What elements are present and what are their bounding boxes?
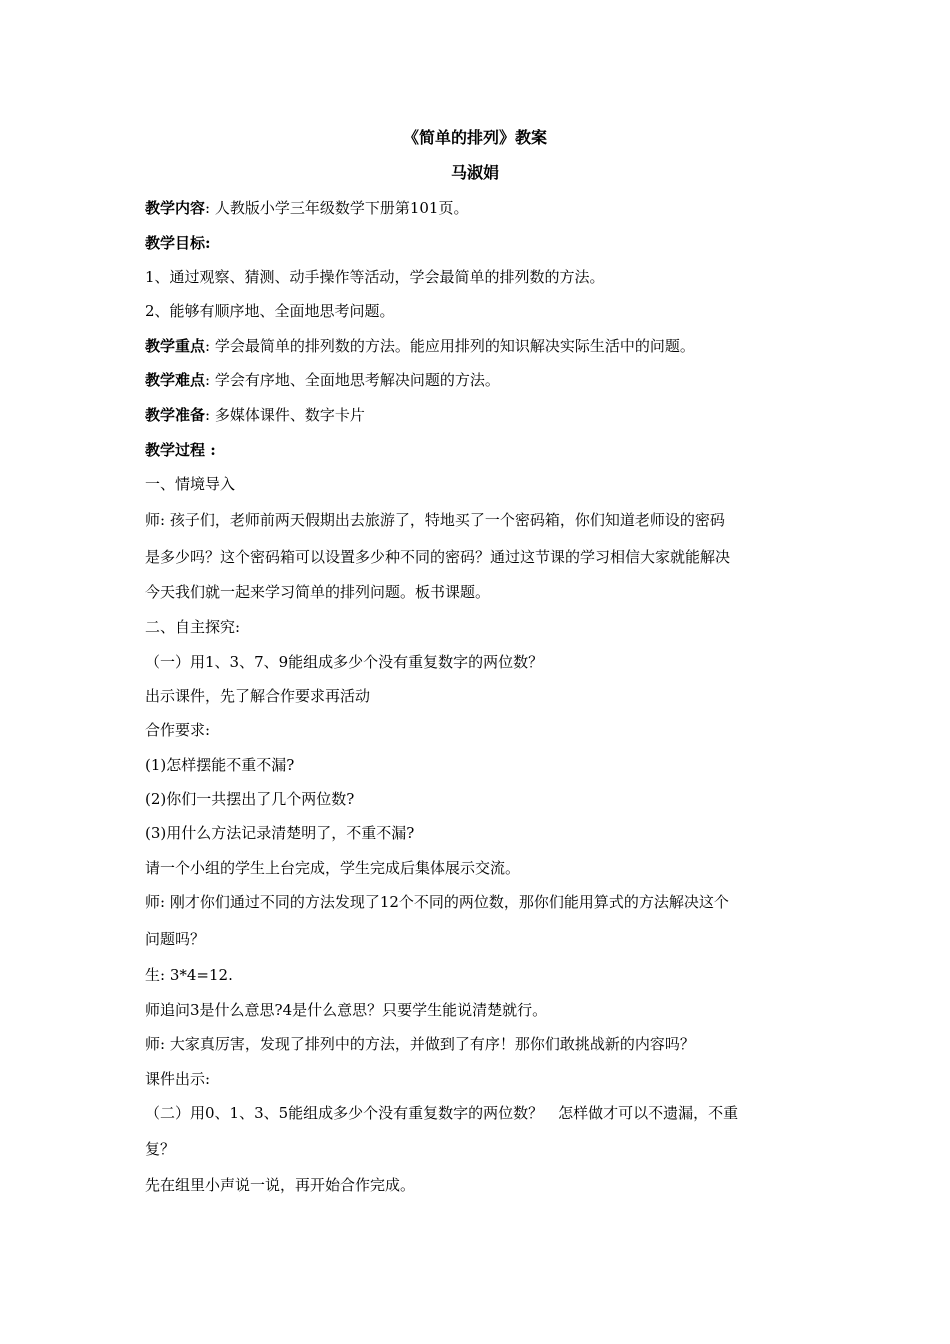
paragraph-line: 先在组里小声说一说，再开始合作完成。 — [145, 1176, 416, 1194]
teaching-goals-label: 教学目标: — [145, 234, 211, 252]
preparation-text: : 多媒体课件、数字卡片 — [205, 406, 365, 424]
section-heading: 一、情境导入 — [145, 475, 236, 493]
paragraph-line: 师: 大家真厉害，发现了排列中的方法，并做到了有序！那你们敢挑战新的内容吗？ — [145, 1035, 695, 1053]
process-heading — [145, 440, 810, 460]
paragraph-line: 师追问3是什么意思?4是什么意思？只要学生能说清楚就行。 — [145, 1001, 548, 1019]
preparation — [145, 405, 810, 425]
key-point-text: : 学会最简单的排列数的方法。能应用排列的知识解决实际生活中的问题。 — [205, 337, 695, 355]
goal-item: 2、能够有顺序地、全面地思考问题。 — [145, 302, 395, 320]
goal-item: 1、通过观察、猜测、动手操作等活动，学会最简单的排列数的方法。 — [145, 268, 605, 286]
requirement-item: (3)用什么方法记录清楚明了，不重不漏? — [145, 824, 415, 842]
teaching-content-label: 教学内容 — [145, 199, 206, 217]
teaching-content-text: : 人教版小学三年级数学下册第101页。 — [205, 199, 469, 217]
paragraph-line: 出示课件，先了解合作要求再活动 — [145, 687, 371, 705]
author-name: 马淑娟 — [450, 163, 499, 182]
requirement-item: (1)怎样摆能不重不漏? — [145, 756, 295, 774]
paragraph-line: 课件出示: — [145, 1070, 211, 1088]
document-title: 《简单的排列》教案 — [402, 128, 547, 147]
paragraph-line: 问题吗？ — [145, 930, 206, 948]
paragraph-line: 今天我们就一起来学习简单的排列问题。板书课题。 — [145, 583, 491, 601]
difficulty-label: 教学难点 — [145, 371, 206, 389]
paragraph-line: 是多少吗？这个密码箱可以设置多少种不同的密码？通过这节课的学习相信大家就能解决 — [145, 548, 731, 566]
difficulty — [145, 370, 810, 390]
key-point — [145, 336, 810, 356]
requirement-item: (2)你们一共摆出了几个两位数? — [145, 790, 355, 808]
paragraph-line: 师: 刚才你们通过不同的方法发现了12个不同的两位数，那你们能用算式的方法解决这个 — [145, 893, 729, 911]
question-line: （一）用1、3、7、9能组成多少个没有重复数字的两位数？ — [145, 653, 544, 671]
paragraph-line: 师: 孩子们，老师前两天假期出去旅游了，特地买了一个密码箱，你们知道老师设的密码 — [145, 511, 725, 529]
question-line: （二）用0、1、3、5能组成多少个没有重复数字的两位数？ 怎样做才可以不遗漏，不重 — [145, 1104, 739, 1122]
paragraph-line: 生: 3*4=12. — [145, 966, 233, 984]
teaching-goals-heading — [145, 233, 810, 253]
paragraph-line: 合作要求: — [145, 721, 211, 739]
section-heading: 二、自主探究: — [145, 618, 241, 636]
preparation-label: 教学准备 — [145, 406, 206, 424]
difficulty-text: : 学会有序地、全面地思考解决问题的方法。 — [205, 371, 500, 389]
paragraph-line: 复？ — [145, 1140, 176, 1158]
paragraph-line: 请一个小组的学生上台完成，学生完成后集体展示交流。 — [145, 859, 521, 877]
teaching-content — [145, 198, 810, 218]
key-point-label: 教学重点 — [145, 337, 206, 355]
process-label: 教学过程 : — [145, 441, 216, 459]
